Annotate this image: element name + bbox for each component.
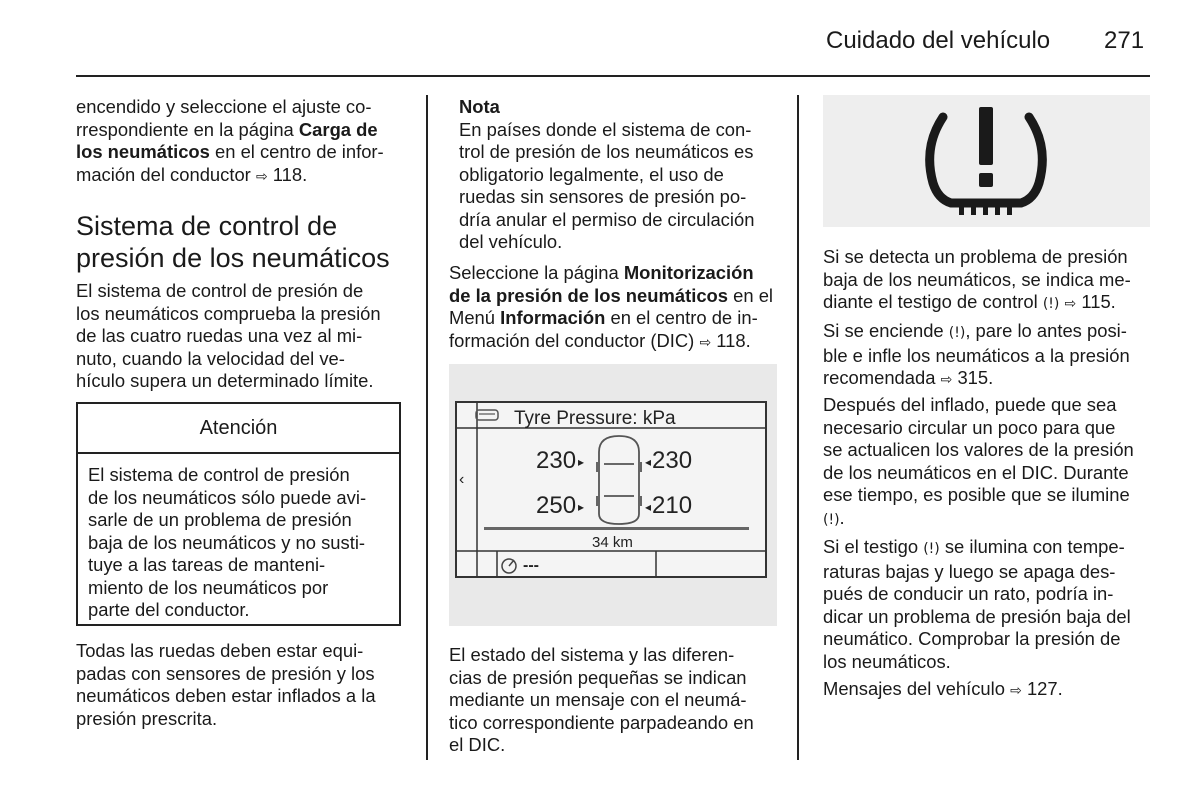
note-block: Nota En países donde el sistema de con- trol de presión de los neumáticos es obligatorio legalmente, el uso de ruedas sin sensores de presión po- dría anular el permiso de circulación del vehículo. bbox=[459, 96, 779, 254]
reference-arrow-icon: ⇨ bbox=[255, 168, 268, 185]
after-inflation-paragraph: Después del inflado, puede que sea necesario circular un poco para que se actualicen los valores de la presión de los neumáticos en el DIC. Durante ese tiempo, es posible que se ilumine (!). bbox=[823, 394, 1134, 528]
lamp-on-paragraph: Si se enciende (!), pare lo antes posi- ble e infle los neumáticos a la presión recomendada ⇨ 315. bbox=[823, 320, 1130, 388]
tpms-control-icon: (!) bbox=[1042, 296, 1060, 312]
tpms-warning-illustration bbox=[823, 95, 1150, 227]
column-divider-1 bbox=[426, 95, 428, 760]
select-page-paragraph: Seleccione la página Monitorización de la presión de los neumáticos en el Menú Información en el centro de in- formación del conductor (DIC) ⇨ 118. bbox=[449, 262, 774, 351]
tpms-control-icon: (!) bbox=[948, 325, 966, 341]
attention-title: Atención bbox=[78, 404, 399, 454]
tpms-control-icon: (!) bbox=[923, 541, 940, 557]
attention-body: El sistema de control de presión de los neumáticos sólo puede avi- sarle de un problema de presión baja de los neumáticos y no susti- tuye a las tareas de manteni- miento de los neumáticos por parte del conductor. bbox=[88, 464, 367, 620]
system-status-paragraph: El estado del sistema y las diferen- cias de presión pequeñas se indican mediante un mensaje con el neumá- tico correspondiente parpadeando en el DIC. bbox=[449, 644, 754, 755]
tpms-warning-icon bbox=[823, 95, 1150, 227]
tyre-pressure-front-left: 230 bbox=[536, 447, 577, 474]
header-divider bbox=[76, 75, 1150, 77]
pointer-left-icon: ◂ bbox=[645, 500, 652, 514]
tpms-control-icon: (!) bbox=[823, 511, 840, 528]
dic-screen bbox=[449, 364, 777, 626]
pointer-right-icon: ▸ bbox=[578, 455, 585, 469]
tyre-pressure-rear-right: 210 bbox=[652, 492, 693, 519]
range-bar bbox=[484, 527, 749, 530]
reference-arrow-icon: ⇨ bbox=[699, 334, 712, 351]
tyre-pressure-rear-left: 250 bbox=[536, 492, 577, 519]
dic-title: Tyre Pressure: kPa bbox=[514, 408, 676, 429]
low-temperature-paragraph: Si el testigo (!) se ilumina con tempe- raturas bajas y luego se apaga des- pués de conducir un rato, podría in- dicar un problema de presión baja del neumático. Comprobar la presión de los neumáticos. bbox=[823, 536, 1131, 672]
vehicle-messages-reference: Mensajes del vehículo ⇨ 127. bbox=[823, 678, 1063, 699]
pointer-right-icon: ▸ bbox=[578, 500, 585, 514]
trip-value: --- bbox=[523, 557, 539, 574]
page-number: 271 bbox=[1104, 27, 1145, 54]
tyre-pressure-front-right: 230 bbox=[652, 447, 693, 474]
sensor-requirement-paragraph: Todas las ruedas deben estar equi- padas con sensores de presión y los neumáticos deben estar inflados a la presión prescrita. bbox=[76, 640, 376, 729]
range-value: 34 km bbox=[592, 534, 633, 551]
intro-paragraph: encendido y seleccione el ajuste co- rrespondiente en la página Carga de los neumáticos en el centro de infor- mación del conductor ⇨ 118. bbox=[76, 96, 384, 185]
chevron-left-icon: ‹ bbox=[459, 471, 465, 488]
dic-display-illustration bbox=[449, 364, 777, 626]
reference-arrow-icon: ⇨ bbox=[1010, 683, 1022, 699]
page-header-title: Cuidado del vehículo bbox=[826, 27, 1051, 54]
reference-arrow-icon: ⇨ bbox=[1064, 296, 1077, 312]
pointer-left-icon: ◂ bbox=[645, 455, 652, 469]
low-pressure-paragraph: Si se detecta un problema de presión baja de los neumáticos, se indica me- diante el testigo de control (!) ⇨ 115. bbox=[823, 246, 1131, 312]
system-description: El sistema de control de presión de los neumáticos comprueba la presión de las cuatro ruedas una vez al mi- nuto, cuando la velocidad del ve- hículo supera un determinado límite. bbox=[76, 280, 381, 391]
column-divider-2 bbox=[797, 95, 799, 760]
note-label: Nota bbox=[459, 96, 500, 117]
section-heading: Sistema de control de presión de los neumáticos bbox=[76, 211, 390, 273]
attention-box bbox=[76, 402, 401, 626]
reference-arrow-icon: ⇨ bbox=[940, 372, 953, 388]
